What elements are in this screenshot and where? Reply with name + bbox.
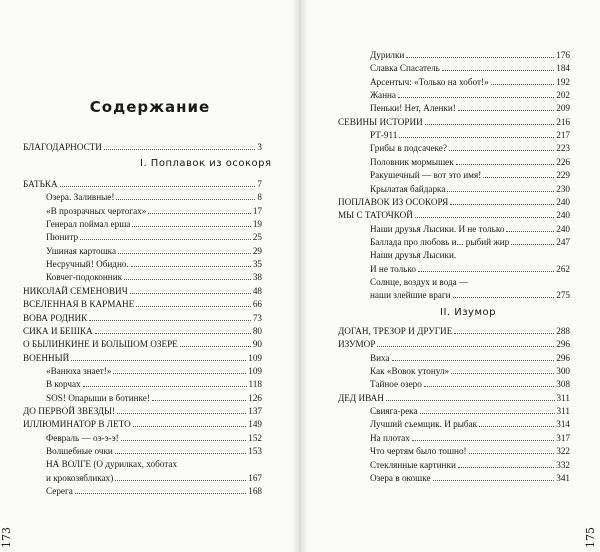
toc-entry (370, 352, 570, 364)
toc-page-number: 229 (556, 170, 570, 181)
toc-entry (370, 445, 570, 457)
toc-entry (46, 231, 262, 243)
toc-entry-title: Волшебные очки (46, 446, 113, 456)
toc-entry-title: и крокозябликах) (46, 472, 114, 483)
section-heading-2: II. Изумор (440, 307, 496, 318)
toc-leader-dots (115, 445, 246, 454)
toc-leader-dots (425, 116, 555, 125)
toc-page-number: 300 (556, 366, 570, 377)
toc-entry-title: Пюнитр (46, 232, 79, 243)
toc-entry (23, 338, 262, 350)
toc-entry-title: Солнце, воздух и вода — (370, 276, 469, 287)
toc-page-number: 3 (257, 142, 262, 152)
toc-leader-dots (479, 418, 554, 427)
toc-entry-title: Что чертям было тошно! (370, 446, 467, 457)
toc-page-number: 192 (556, 76, 570, 87)
toc-leader-dots (386, 392, 555, 401)
toc-entry-title: Славка Спасатель (370, 63, 440, 74)
toc-page-number: 209 (556, 103, 570, 114)
toc-page-number: 230 (556, 183, 570, 194)
toc-leader-dots (406, 49, 554, 58)
toc-entry-title: Тайное озеро (370, 379, 422, 390)
toc-page-number: 332 (556, 459, 570, 470)
toc-entry (370, 223, 570, 235)
toc-entry-title: О БЫЛИНКИНЕ И БОЛЬШОМ ОЗЕРЕ (23, 339, 178, 350)
toc-leader-dots (398, 89, 554, 98)
toc-entry-title: Половник мормышек (370, 156, 454, 167)
toc-entry (370, 102, 570, 114)
right-page (300, 0, 600, 552)
toc-entry (370, 432, 570, 444)
toc-page-number: 296 (556, 352, 570, 363)
toc-leader-dots (71, 352, 246, 361)
toc-page-number: 126 (248, 392, 262, 403)
toc-entry (46, 378, 262, 390)
toc-entry-title: В корчах (46, 379, 81, 390)
toc-page-number: 90 (252, 339, 262, 350)
toc-entry (23, 325, 262, 337)
toc-leader-dots (89, 312, 251, 321)
toc-entry-title: Озера в окошке (370, 472, 431, 483)
toc-page-number: 288 (556, 326, 570, 336)
toc-leader-dots (412, 432, 554, 441)
toc-page-number: 38 (252, 272, 262, 283)
toc-leader-dots (60, 178, 256, 187)
toc-page-number: 311 (556, 406, 570, 417)
toc-page-number: 184 (556, 63, 570, 74)
toc-entry (23, 418, 262, 430)
toc-entry (370, 378, 570, 390)
toc-entry (338, 325, 570, 337)
toc-leader-dots (469, 445, 555, 454)
toc-entry-title: СИКА И БЕШКА (23, 325, 93, 336)
toc-page-number: 80 (252, 325, 262, 336)
toc-entry-title: Виха (370, 352, 390, 363)
toc-leader-dots (131, 258, 251, 267)
toc-page-number: 73 (252, 312, 262, 323)
page-number-left: 173 (0, 527, 13, 548)
toc-leader-dots (491, 76, 555, 85)
toc-page-number: 223 (556, 143, 570, 154)
toc-page-number: 226 (556, 156, 570, 167)
toc-leader-dots (83, 378, 247, 387)
toc-entry (46, 365, 262, 377)
page-title: Содержание (89, 98, 211, 116)
toc-leader-dots (115, 472, 246, 481)
toc-entry (370, 276, 570, 288)
toc-page-number: 216 (556, 116, 570, 127)
toc-entry (46, 445, 262, 457)
toc-entry (23, 352, 262, 364)
toc-entry-title: Жанна (370, 90, 396, 101)
toc-entry (23, 178, 262, 190)
toc-leader-dots (451, 365, 554, 374)
toc-entry (370, 169, 570, 181)
toc-entry-title: Ракушечный — вот это имя! (370, 170, 482, 181)
toc-entry (46, 218, 262, 230)
toc-leader-dots (133, 418, 246, 427)
toc-entry-title: Баллада про любовь и... рыбий жир (370, 236, 510, 247)
toc-entry (370, 156, 570, 168)
toc-leader-dots (458, 102, 554, 111)
toc-entry-title: Арсентыч: «Только на хобот!» (370, 76, 489, 87)
toc-entry (46, 458, 262, 470)
toc-entry-title: Грибы в подсачеке? (370, 143, 447, 154)
toc-entry (370, 249, 570, 261)
toc-leader-dots (420, 405, 555, 414)
toc-entry (46, 485, 262, 497)
toc-leader-dots (117, 405, 246, 414)
toc-leader-dots (80, 231, 251, 240)
toc-entry-title: Наши друзья Лысики. И не только (370, 223, 505, 234)
toc-entry (370, 459, 570, 471)
toc-entry (338, 209, 570, 221)
page-number-right: 175 (584, 527, 597, 548)
toc-entry (46, 245, 262, 257)
toc-entry (370, 76, 570, 88)
toc-entry-title: И не только (370, 263, 416, 274)
toc-entry-title: РТ-911 (370, 130, 398, 141)
toc-page-number: 25 (252, 232, 262, 243)
toc-leader-dots (180, 338, 251, 347)
toc-leader-dots (454, 325, 554, 334)
toc-leader-dots (136, 298, 251, 307)
toc-entry (46, 392, 262, 404)
toc-page-number: 247 (556, 236, 570, 247)
toc-entry-title: НА ВОЛГЕ (О дурилках, хоботах (46, 459, 178, 470)
toc-entry (338, 338, 570, 350)
toc-leader-dots (506, 223, 554, 232)
toc-leader-dots (453, 289, 555, 298)
toc-leader-dots (95, 325, 251, 334)
toc-leader-dots (148, 205, 250, 214)
toc-entry-title: Крылатая байдарка (370, 183, 446, 194)
toc-entry (370, 263, 570, 275)
toc-entry-title: Ковчег-подоконник (46, 272, 123, 283)
toc-page-number: 202 (556, 90, 570, 101)
toc-page-number: 168 (248, 486, 262, 497)
toc-entry-title: ДЕД ИВАН (338, 392, 384, 403)
toc-entry-title: Стеклянные картинки (370, 459, 456, 470)
toc-entry-title: ВОЕННЫЙ (23, 352, 70, 363)
toc-leader-dots (442, 62, 554, 71)
toc-page-number: 19 (252, 219, 262, 230)
toc-leader-dots (433, 472, 555, 481)
toc-entry-title: МЫ С ТАТОЧКОЙ (338, 210, 413, 221)
toc-entry-title: Как «Вовок утонул» (370, 366, 450, 377)
toc-entry (23, 312, 262, 324)
toc-page-number: 109 (248, 365, 262, 376)
toc-entry-title: ПОПЛАВОК ИЗ ОСОКОРЯ (338, 196, 449, 207)
toc-page-number: 275 (556, 290, 570, 301)
book-gutter (292, 0, 308, 552)
toc-entry (370, 183, 570, 195)
toc-page-number: 48 (252, 285, 262, 296)
toc-entry-title: ДОГАН, ТРЕЗОР И ДРУГИЕ (338, 326, 453, 336)
toc-entry (23, 298, 262, 310)
toc-page-number: 262 (556, 263, 570, 274)
toc-entry (370, 405, 570, 417)
toc-entry-title: Свияга-река (370, 406, 418, 417)
toc-entry-title: Серега (46, 486, 73, 497)
toc-entry (46, 258, 262, 270)
toc-entry (46, 271, 262, 283)
toc-leader-dots (392, 352, 555, 361)
toc-entry (370, 365, 570, 377)
toc-entry (338, 116, 570, 128)
toc-leader-dots (449, 142, 554, 151)
toc-entry (46, 472, 262, 484)
toc-leader-dots (450, 196, 554, 205)
toc-page-number: 240 (556, 196, 570, 207)
toc-page-number: 152 (248, 432, 262, 443)
toc-entry-title: «Ванюха знает!» (46, 365, 112, 376)
toc-entry-title: На плотах (370, 432, 410, 443)
toc-leader-dots (377, 338, 554, 347)
toc-entry (23, 285, 262, 297)
toc-entry (23, 141, 262, 153)
toc-page-number: 308 (556, 379, 570, 390)
toc-entry-title: Дурилки (370, 50, 405, 60)
toc-page-number: 240 (556, 210, 570, 221)
toc-page-number: 137 (248, 405, 262, 416)
toc-leader-dots (418, 263, 554, 272)
toc-leader-dots (152, 392, 246, 401)
toc-leader-dots (447, 183, 554, 192)
toc-page-number: 109 (248, 352, 262, 363)
toc-leader-dots (483, 169, 554, 178)
toc-entry-title: ИЛЛЮМИНАТОР В ЛЕТО (23, 419, 131, 430)
toc-leader-dots (458, 459, 554, 468)
toc-leader-dots (124, 271, 251, 280)
toc-entry-title: Пеньки! Нет, Аленки! (370, 103, 456, 114)
toc-entry-title: Лучший съемщик. И рыбак (370, 419, 478, 430)
toc-page-number: 29 (252, 245, 262, 256)
toc-entry (338, 196, 570, 208)
toc-leader-dots (113, 365, 246, 374)
toc-entry-title: Наши друзья Лысики. (370, 250, 457, 261)
toc-leader-dots (424, 378, 554, 387)
toc-entry-title: СЕВИНЫ ИСТОРИИ (338, 116, 423, 127)
toc-entry (370, 129, 570, 141)
toc-page-number: 149 (248, 419, 262, 430)
toc-page-number: 217 (556, 130, 570, 141)
toc-page-number: 118 (248, 379, 262, 390)
toc-page-number: 35 (252, 259, 262, 270)
toc-entry-title: ИЗУМОР (338, 339, 376, 350)
toc-entry (23, 405, 262, 417)
toc-leader-dots (399, 129, 554, 138)
toc-entry (46, 432, 262, 444)
toc-page-number: 341 (556, 472, 570, 483)
toc-page-number: 153 (248, 446, 262, 456)
section-heading-1: I. Поплавок из осокоря (140, 158, 272, 169)
toc-entry-title: Ушиная картошка (46, 245, 117, 256)
toc-leader-dots (130, 285, 251, 294)
toc-entry (370, 49, 570, 61)
toc-entry-title: Несручный! Обидно. (46, 259, 129, 270)
toc-entry (370, 472, 570, 484)
toc-leader-dots (116, 191, 255, 200)
toc-entry-title: Озера. Заливные! (46, 192, 115, 203)
toc-page-number: 311 (556, 392, 570, 403)
toc-entry-title: SOS! Опарыши в ботинке! (46, 392, 150, 403)
toc-page-number: 17 (252, 205, 262, 216)
toc-leader-dots (456, 156, 555, 165)
toc-entry-title: ВСЕЛЕННАЯ В КАРМАНЕ (23, 299, 135, 310)
toc-page-number: 240 (556, 223, 570, 234)
toc-entry-title: БАТЬКА (23, 179, 58, 189)
toc-entry (370, 142, 570, 154)
toc-entry-title: ВОВА РОДНИК (23, 312, 88, 323)
toc-entry-title: Февраль — оэ-э-э! (46, 432, 119, 443)
toc-entry-title: ДО ПЕРВОЙ ЗВЕЗДЫ! (23, 405, 116, 416)
toc-leader-dots (118, 245, 251, 254)
toc-page-number: 8 (257, 192, 262, 203)
toc-page-number: 322 (556, 446, 570, 457)
toc-leader-dots (511, 236, 554, 245)
toc-page-number: 167 (248, 472, 262, 483)
toc-entry (370, 89, 570, 101)
toc-leader-dots (132, 218, 250, 227)
toc-leader-dots (75, 485, 246, 494)
toc-page-number: 7 (257, 179, 262, 189)
toc-entry (370, 289, 570, 301)
toc-entry-title: «В прозрачных чертогах» (46, 205, 147, 216)
toc-page-number: 314 (556, 419, 570, 430)
toc-entry (338, 392, 570, 404)
toc-page-number: 296 (556, 339, 570, 350)
toc-leader-dots (121, 432, 247, 441)
toc-entry (370, 62, 570, 74)
toc-page-number: 317 (556, 432, 570, 443)
toc-entry (46, 205, 262, 217)
toc-entry-title: Генерал поймал ерша (46, 219, 131, 230)
toc-entry-title: наши злейшие враги (370, 290, 451, 301)
toc-entry-title: БЛАГОДАРНОСТИ (23, 142, 102, 152)
toc-page-number: 66 (252, 299, 262, 310)
toc-entry-title: НИКОЛАЙ СЕМЕНОВИЧ (23, 285, 128, 296)
toc-leader-dots (415, 209, 554, 218)
toc-entry (370, 418, 570, 430)
toc-leader-dots (104, 141, 255, 150)
toc-page-number: 176 (556, 50, 570, 60)
toc-entry (370, 236, 570, 248)
toc-entry (46, 191, 262, 203)
